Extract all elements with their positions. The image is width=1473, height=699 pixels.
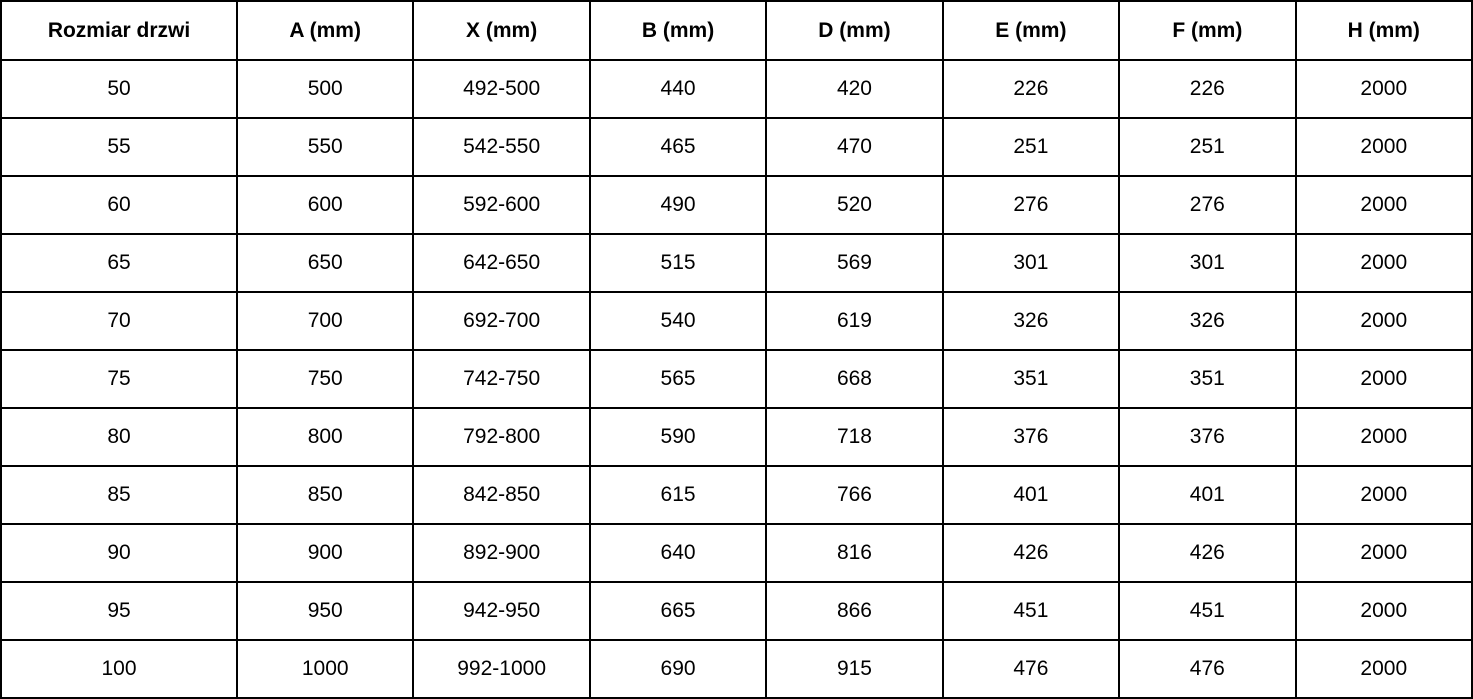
column-header: H (mm) — [1296, 1, 1472, 60]
table-cell: 619 — [766, 292, 942, 350]
table-cell: 642-650 — [413, 234, 589, 292]
table-cell: 540 — [590, 292, 766, 350]
table-cell: 766 — [766, 466, 942, 524]
table-cell: 251 — [1119, 118, 1295, 176]
table-cell: 276 — [1119, 176, 1295, 234]
table-cell: 992-1000 — [413, 640, 589, 698]
table-cell: 742-750 — [413, 350, 589, 408]
table-cell: 1000 — [237, 640, 413, 698]
table-cell: 440 — [590, 60, 766, 118]
table-cell: 226 — [943, 60, 1119, 118]
table-cell: 2000 — [1296, 234, 1472, 292]
table-cell: 650 — [237, 234, 413, 292]
table-cell: 665 — [590, 582, 766, 640]
table-cell: 85 — [1, 466, 237, 524]
table-cell: 2000 — [1296, 466, 1472, 524]
table-cell: 470 — [766, 118, 942, 176]
table-cell: 301 — [943, 234, 1119, 292]
table-row — [1, 466, 1472, 524]
table-cell: 590 — [590, 408, 766, 466]
table-row — [1, 176, 1472, 234]
table-cell: 550 — [237, 118, 413, 176]
table-cell: 420 — [766, 60, 942, 118]
table-row — [1, 118, 1472, 176]
table-cell: 276 — [943, 176, 1119, 234]
table-cell: 640 — [590, 524, 766, 582]
table-cell: 2000 — [1296, 524, 1472, 582]
table-cell: 401 — [943, 466, 1119, 524]
table-cell: 520 — [766, 176, 942, 234]
column-header: D (mm) — [766, 1, 942, 60]
table-cell: 65 — [1, 234, 237, 292]
table-cell: 842-850 — [413, 466, 589, 524]
table-cell: 226 — [1119, 60, 1295, 118]
table-cell: 816 — [766, 524, 942, 582]
table-cell: 326 — [943, 292, 1119, 350]
table-cell: 376 — [1119, 408, 1295, 466]
table-cell: 942-950 — [413, 582, 589, 640]
table-cell: 565 — [590, 350, 766, 408]
table-row — [1, 524, 1472, 582]
table-row — [1, 640, 1472, 698]
table-cell: 592-600 — [413, 176, 589, 234]
table-cell: 476 — [1119, 640, 1295, 698]
table-cell: 515 — [590, 234, 766, 292]
table-cell: 668 — [766, 350, 942, 408]
table-cell: 600 — [237, 176, 413, 234]
column-header: A (mm) — [237, 1, 413, 60]
table-cell: 2000 — [1296, 350, 1472, 408]
table-cell: 426 — [943, 524, 1119, 582]
table-cell: 900 — [237, 524, 413, 582]
table-cell: 2000 — [1296, 118, 1472, 176]
table-cell: 569 — [766, 234, 942, 292]
table-cell: 70 — [1, 292, 237, 350]
table-cell: 80 — [1, 408, 237, 466]
table-cell: 451 — [1119, 582, 1295, 640]
table-cell: 75 — [1, 350, 237, 408]
table-cell: 2000 — [1296, 60, 1472, 118]
table-row — [1, 234, 1472, 292]
table-cell: 615 — [590, 466, 766, 524]
table-header — [1, 1, 1472, 60]
table-cell: 950 — [237, 582, 413, 640]
table-cell: 2000 — [1296, 640, 1472, 698]
table-cell: 60 — [1, 176, 237, 234]
table-row — [1, 582, 1472, 640]
table-cell: 426 — [1119, 524, 1295, 582]
table-cell: 915 — [766, 640, 942, 698]
table-body — [1, 60, 1472, 698]
table-cell: 100 — [1, 640, 237, 698]
table-cell: 251 — [943, 118, 1119, 176]
table-cell: 2000 — [1296, 176, 1472, 234]
table-cell: 892-900 — [413, 524, 589, 582]
table-cell: 465 — [590, 118, 766, 176]
table-cell: 542-550 — [413, 118, 589, 176]
table-cell: 95 — [1, 582, 237, 640]
column-header: F (mm) — [1119, 1, 1295, 60]
table-cell: 850 — [237, 466, 413, 524]
table-cell: 451 — [943, 582, 1119, 640]
table-cell: 55 — [1, 118, 237, 176]
table-cell: 50 — [1, 60, 237, 118]
table-row — [1, 408, 1472, 466]
table-cell: 2000 — [1296, 292, 1472, 350]
table-cell: 866 — [766, 582, 942, 640]
table-cell: 500 — [237, 60, 413, 118]
column-header: E (mm) — [943, 1, 1119, 60]
table-cell: 700 — [237, 292, 413, 350]
table-cell: 690 — [590, 640, 766, 698]
table-cell: 692-700 — [413, 292, 589, 350]
column-header: B (mm) — [590, 1, 766, 60]
table-cell: 2000 — [1296, 582, 1472, 640]
column-header: X (mm) — [413, 1, 589, 60]
table-cell: 750 — [237, 350, 413, 408]
table-cell: 326 — [1119, 292, 1295, 350]
table-cell: 792-800 — [413, 408, 589, 466]
table-cell: 2000 — [1296, 408, 1472, 466]
table-cell: 301 — [1119, 234, 1295, 292]
table-cell: 401 — [1119, 466, 1295, 524]
table-cell: 718 — [766, 408, 942, 466]
table-row — [1, 292, 1472, 350]
table-cell: 800 — [237, 408, 413, 466]
header-row — [1, 1, 1472, 60]
table-cell: 90 — [1, 524, 237, 582]
column-header: Rozmiar drzwi — [1, 1, 237, 60]
table-cell: 376 — [943, 408, 1119, 466]
table-cell: 476 — [943, 640, 1119, 698]
table-cell: 351 — [1119, 350, 1295, 408]
table-row — [1, 350, 1472, 408]
table-cell: 492-500 — [413, 60, 589, 118]
table-cell: 351 — [943, 350, 1119, 408]
table-row — [1, 60, 1472, 118]
table-cell: 490 — [590, 176, 766, 234]
